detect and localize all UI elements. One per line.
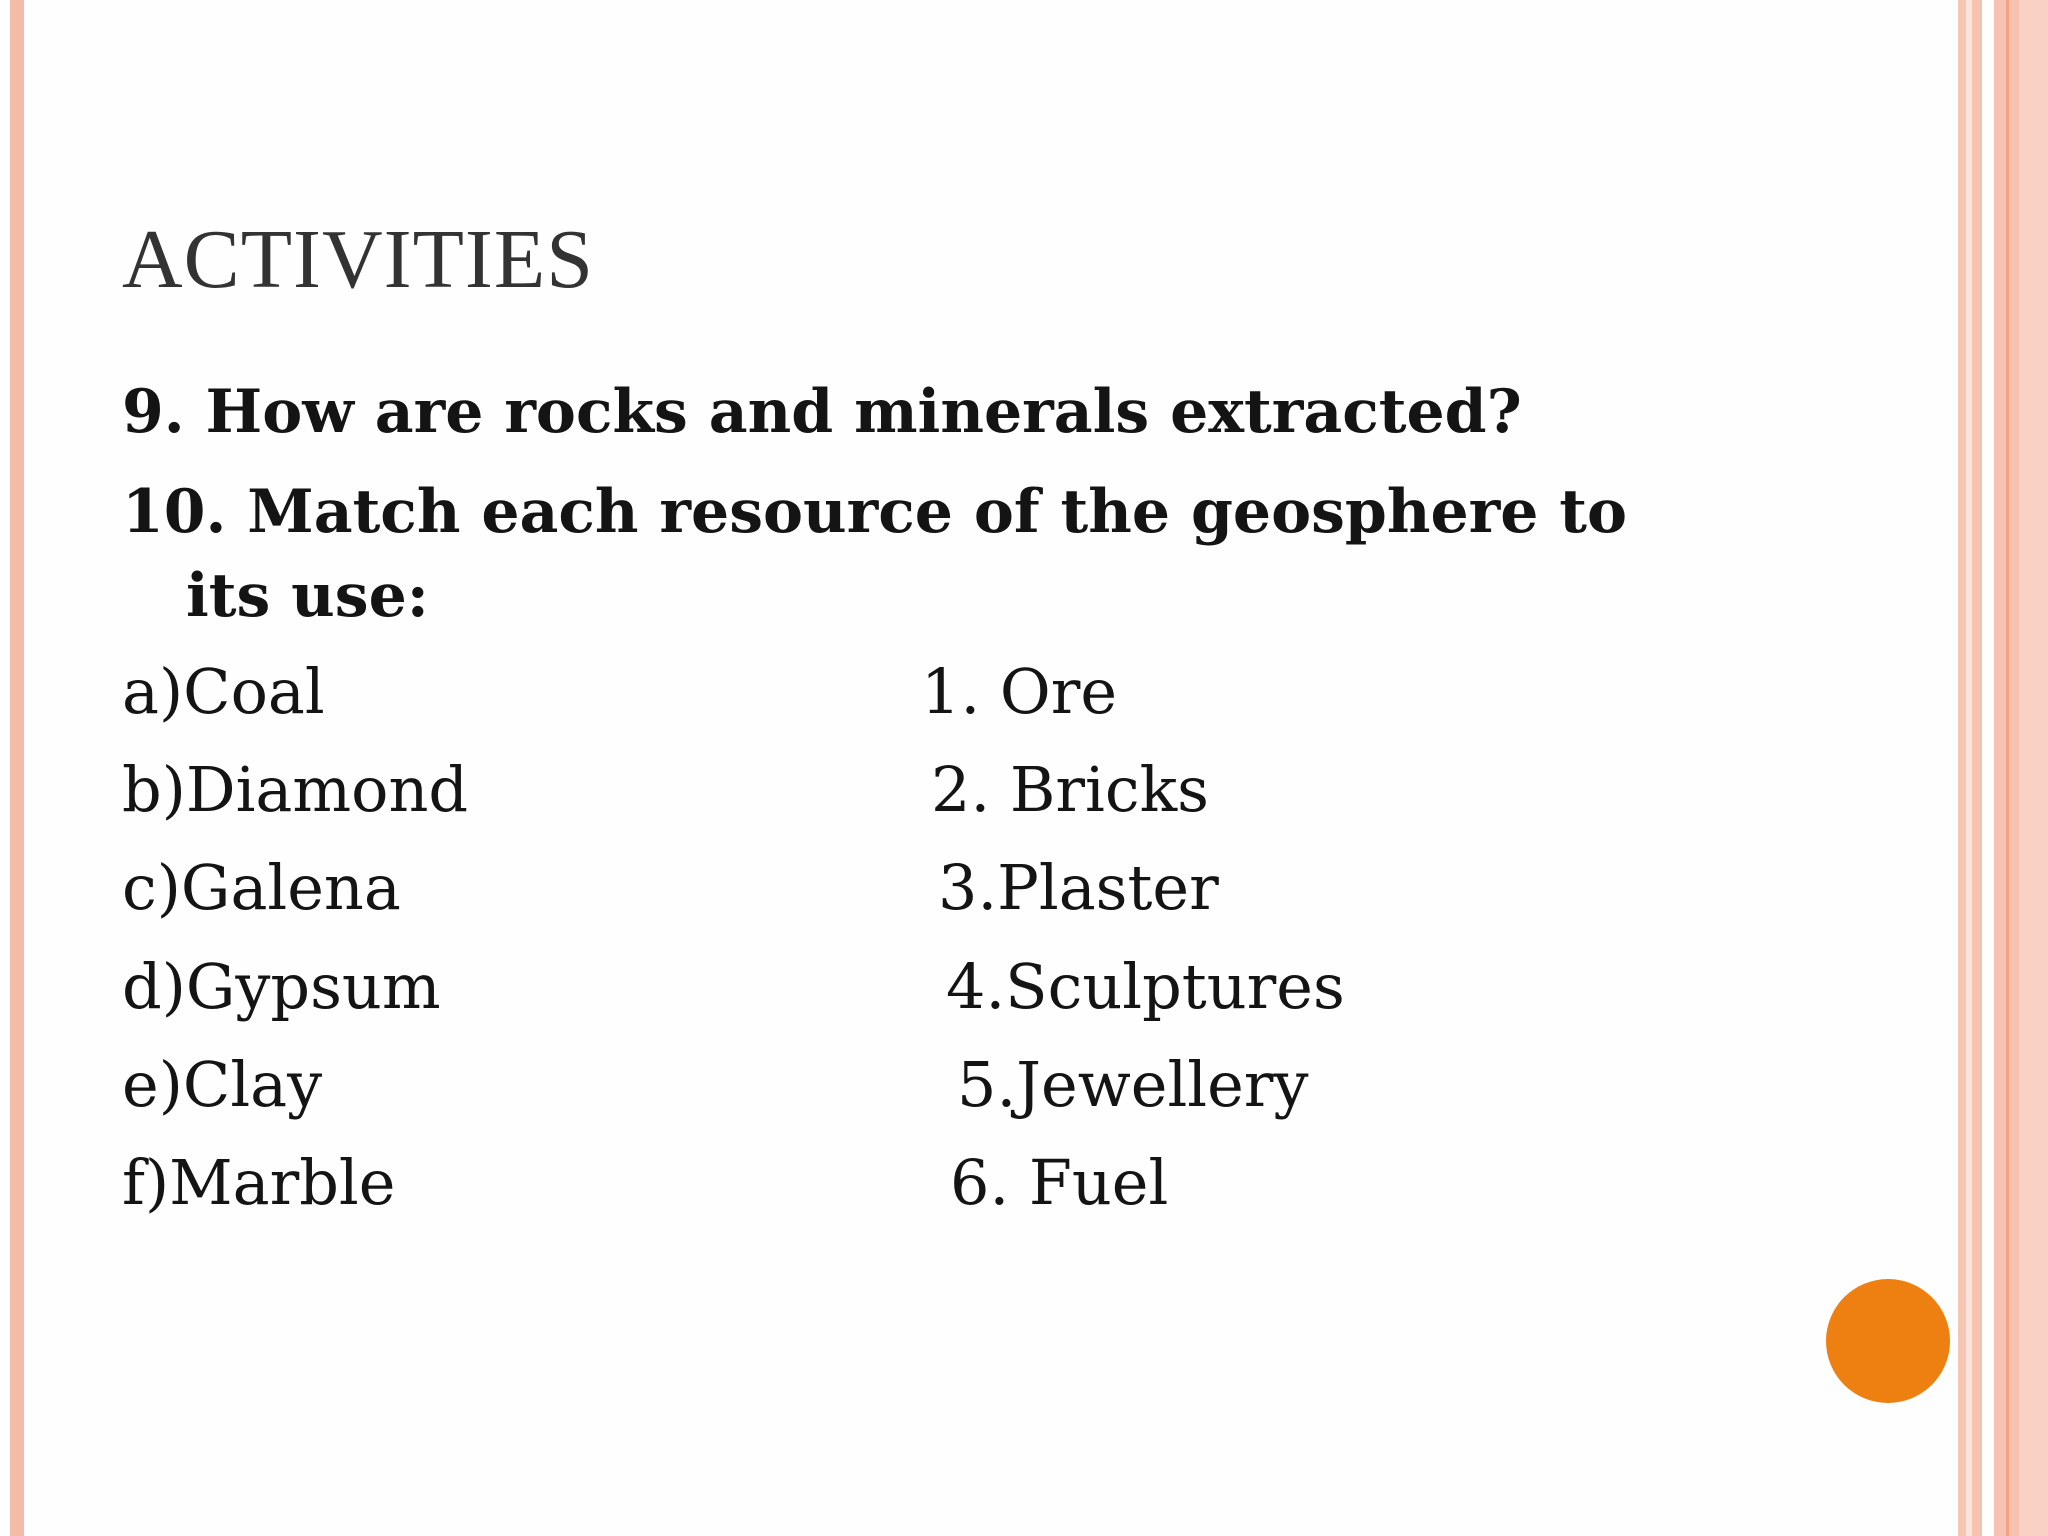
use-item: 5.Jewellery	[957, 1048, 1309, 1121]
right-border-stripe	[1982, 0, 1994, 1536]
orange-circle-decoration	[1826, 1279, 1950, 1403]
resource-item: b)Diamond	[122, 753, 469, 826]
resource-item: c)Galena	[122, 851, 401, 924]
question-10-line1: 10. Match each resource of the geosphere to	[122, 477, 1628, 547]
slide-title: ACTIVITIES	[122, 213, 594, 306]
use-item: 6. Fuel	[950, 1146, 1169, 1219]
question-10-line2: its use:	[186, 561, 429, 631]
use-item: 2. Bricks	[931, 753, 1210, 826]
question-9: 9. How are rocks and minerals extracted?	[122, 377, 1522, 447]
use-item: 4.Sculptures	[946, 950, 1345, 1023]
right-border-stripe	[2019, 0, 2048, 1536]
question-10	[122, 470, 1822, 638]
right-border-stripe	[1994, 0, 2006, 1536]
resource-item: a)Coal	[122, 655, 325, 728]
resource-item: f)Marble	[122, 1146, 396, 1219]
resource-item: e)Clay	[122, 1048, 323, 1121]
left-border-decoration	[10, 0, 24, 1536]
right-border-stripe	[1958, 0, 1966, 1536]
use-item: 3.Plaster	[938, 851, 1219, 924]
resource-item: d)Gypsum	[122, 950, 441, 1023]
right-border-stripe	[1972, 0, 1982, 1536]
use-item: 1. Ore	[921, 655, 1118, 728]
right-border-stripe	[2009, 0, 2019, 1536]
